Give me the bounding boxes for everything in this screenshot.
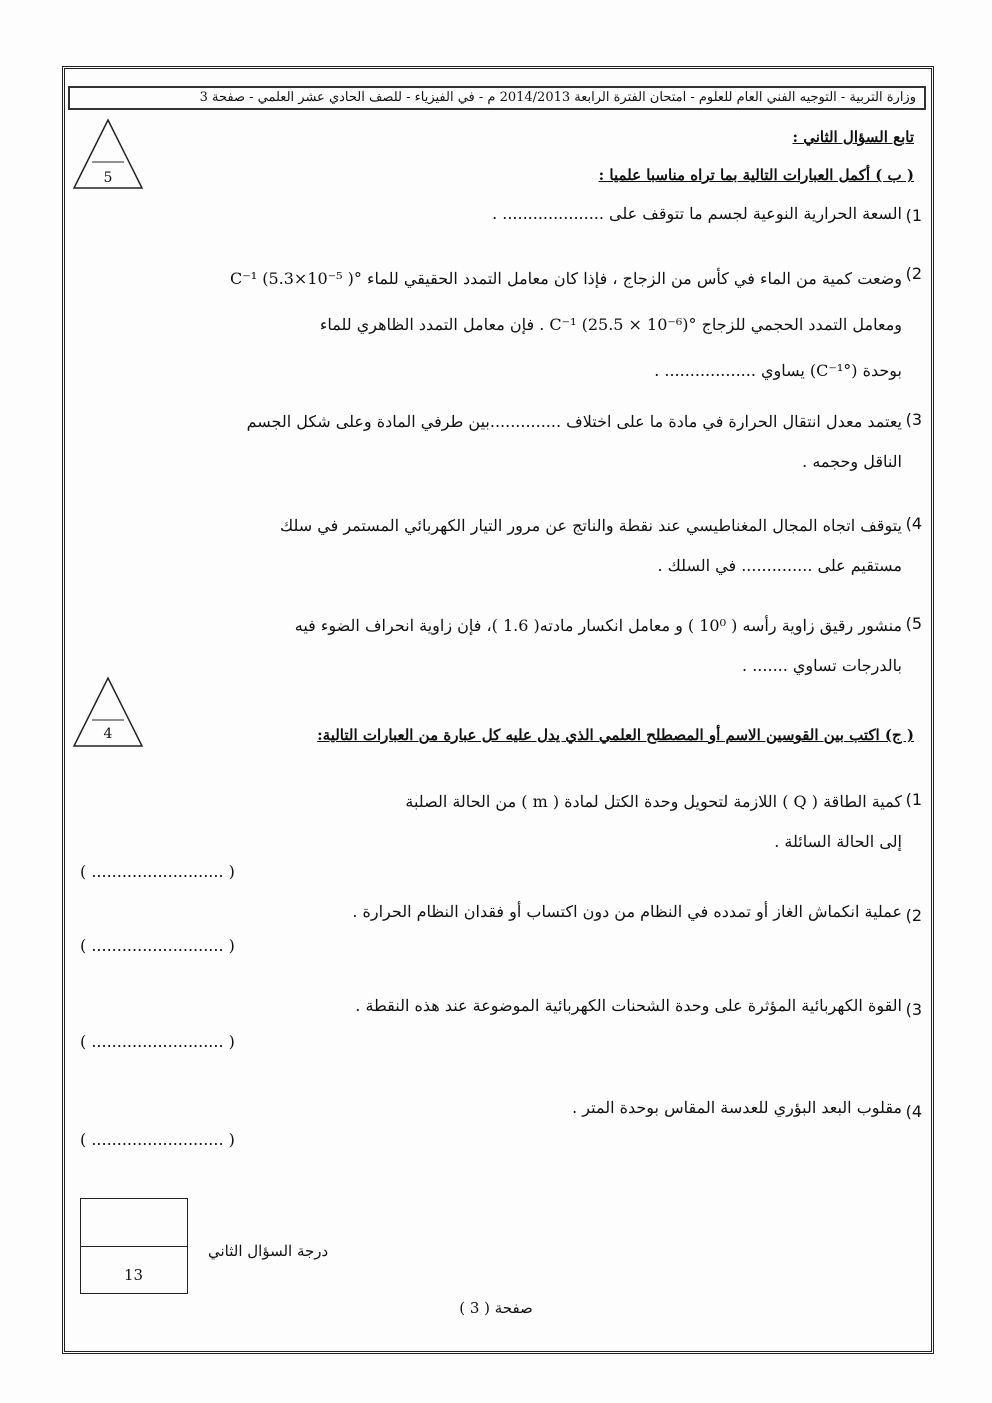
item-b5-number: (5 (905, 614, 922, 633)
item-c1-line1: كمية الطاقة ( Q ) اللازمة لتحويل وحدة الكتل لمادة ( m ) من الحالة الصلبة (405, 792, 902, 811)
item-b3-line2: الناقل وحجمه . (802, 452, 902, 471)
item-c2 (352, 898, 902, 926)
item-b1-number: (1 (905, 206, 922, 225)
item-b2-line2: ومعامل التمدد الحجمي للزجاج °C⁻¹ (25.5 × 10⁻⁶) . فإن معامل التمدد الظاهري للماء (319, 315, 902, 334)
item-c3-line1: القوة الكهربائية المؤثرة على وحدة الشحنات الكهربائية الموضوعة عند هذه النقطة . (355, 996, 902, 1015)
item-c4 (572, 1094, 902, 1122)
item-c2-line1: عملية انكماش الغاز أو تمدده في النظام من دون اكتساب أو فقدان النظام الحرارة . (352, 902, 902, 921)
item-c4-line1: مقلوب البعد البؤري للعدسة المقاس بوحدة المتر . (572, 1098, 902, 1117)
part-b-title: ( ب ) أكمل العبارات التالية بما تراه مناسبا علميا : (598, 166, 914, 184)
page-header: وزارة التربية - التوجيه الفني العام للعلوم - امتحان الفترة الرابعة 2014/2013 م - في الفيزياء - للصف الحادي عشر العلمي - صفحة 3 (68, 86, 926, 110)
question-score-total: 13 (124, 1266, 144, 1284)
answer-c4[interactable]: ( .......................... ) (80, 1130, 235, 1149)
item-b3-line1: يعتمد معدل انتقال الحرارة في مادة ما على اختلاف ..............بين طرفي المادة وعلى شكل الجسم (246, 412, 902, 431)
item-b3 (247, 402, 902, 482)
item-b5-line2: بالدرجات تساوي ....... . (742, 656, 902, 675)
answer-c2[interactable]: ( .......................... ) (80, 936, 235, 955)
item-b4-line2: مستقيم على .............. في السلك . (657, 556, 902, 575)
item-b5 (295, 606, 902, 686)
item-c2-number: (2 (905, 906, 922, 925)
question-title: تابع السؤال الثاني : (792, 128, 914, 146)
item-b2-line3: بوحدة (°C⁻¹) يساوي .................. . (654, 361, 902, 380)
question-score-label: درجة السؤال الثاني (208, 1242, 329, 1260)
item-b4-number: (4 (905, 514, 922, 533)
item-c3-number: (3 (905, 1000, 922, 1019)
score-b: 5 (103, 170, 113, 186)
item-b2-line1: وضعت كمية من الماء في كأس من الزجاج ، فإذا كان معامل التمدد الحقيقي للماء °C⁻¹ (5.3×10⁻⁵ ) (230, 269, 902, 288)
item-b3-number: (3 (905, 410, 922, 429)
item-b4-line1: يتوقف اتجاه المجال المغناطيسي عند نقطة والناتج عن مرور التيار الكهربائي المستمر في سلك (279, 516, 902, 535)
answer-c1[interactable]: ( .......................... ) (80, 862, 235, 881)
item-b2-number: (2 (905, 264, 922, 283)
item-b1-line1: السعة الحرارية النوعية لجسم ما تتوقف على .................... . (492, 204, 902, 223)
item-c1-number: (1 (905, 790, 922, 809)
item-b4 (280, 506, 902, 586)
page-footer: صفحة ( 3 ) (459, 1299, 533, 1317)
part-c-title: ( ج) اكتب بين القوسين الاسم أو المصطلح العلمي الذي يدل عليه كل عبارة من العبارات التالية: (317, 726, 914, 744)
item-b1 (492, 200, 902, 228)
question-score-divider (80, 1246, 188, 1247)
item-c4-number: (4 (905, 1102, 922, 1121)
item-c1 (405, 782, 902, 862)
score-c: 4 (103, 726, 113, 742)
item-b5-line1: منشور رقيق زاوية رأسه ( 10⁰ ) و معامل انكسار مادته( 1.6 )، فإن زاوية انحراف الضوء فيه (294, 616, 902, 635)
item-c3 (355, 992, 902, 1020)
item-b2 (230, 256, 902, 394)
answer-c3[interactable]: ( .......................... ) (80, 1032, 235, 1051)
item-c1-line2: إلى الحالة السائلة . (774, 832, 902, 851)
